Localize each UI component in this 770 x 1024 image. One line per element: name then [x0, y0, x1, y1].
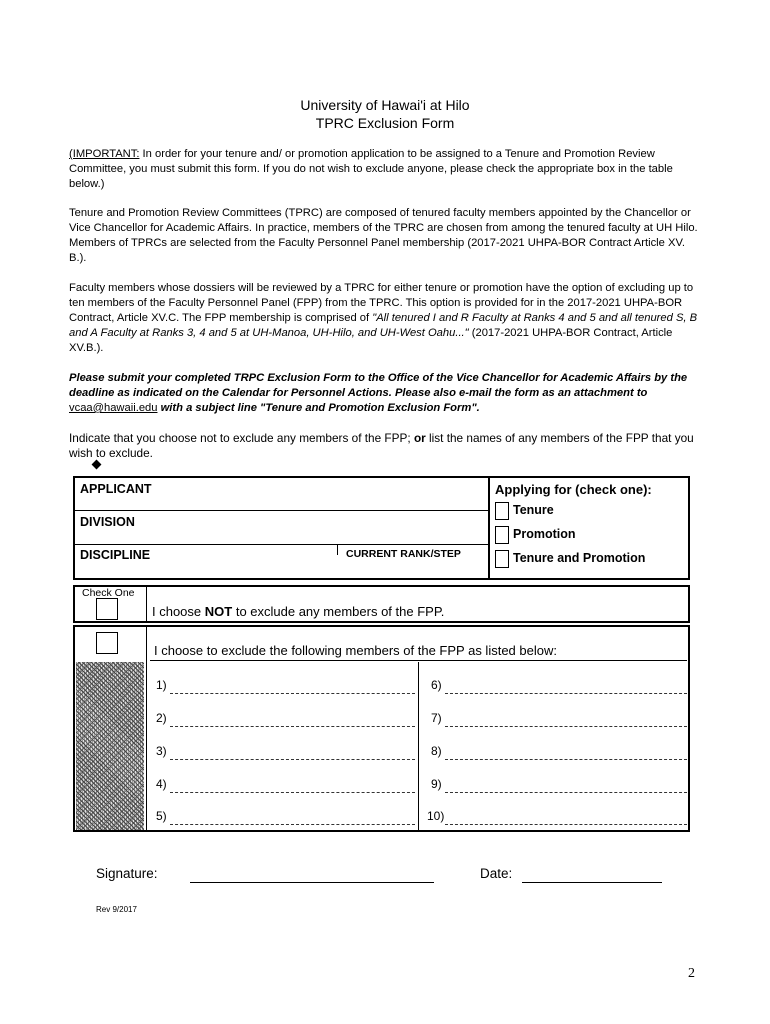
exclusion-number: 5)	[156, 809, 167, 823]
exclusion-entry-field[interactable]	[170, 824, 415, 825]
exclusion-number: 8)	[431, 744, 442, 758]
email-link[interactable]: vcaa@hawaii.edu	[69, 402, 158, 414]
indicate-text-a: Indicate that you choose not to exclude any members of the FPP;	[69, 431, 414, 445]
exclusion-number: 7)	[431, 711, 442, 725]
exclusion-entry-field[interactable]	[170, 726, 415, 727]
exclusion-number: 4)	[156, 777, 167, 791]
revision-label: Rev 9/2017	[96, 905, 137, 914]
exclusion-entry-field[interactable]	[170, 759, 415, 760]
no-exclusion-text	[152, 604, 444, 619]
indicate-instructions	[69, 431, 699, 461]
no-exclusion-text-a: I choose	[152, 604, 205, 619]
diamond-marker-icon	[92, 460, 102, 470]
exclusion-text: I choose to exclude the following members of the FPP as listed below:	[154, 643, 557, 658]
submit-text-a: Please submit your completed TRPC Exclusion Form to the Office of the Vice Chancellor for Academic Affairs by the deadline as indicated on the Calendar for Personnel Actions. Please also e-mail the form as an attachment to	[69, 372, 688, 399]
exclusion-entry-field[interactable]	[445, 759, 687, 760]
rank-label: CURRENT RANK/STEP	[346, 548, 461, 560]
no-exclusion-checkbox[interactable]	[96, 598, 118, 620]
exclusion-number: 2)	[156, 711, 167, 725]
submit-text-b: with a subject line "Tenure and Promotion Exclusion Form".	[157, 402, 480, 414]
applicant-table-divider	[488, 476, 490, 580]
exclusion-list-divider	[146, 625, 147, 832]
exclusion-number: 10)	[427, 809, 445, 823]
applying-for-label: Applying for (check one):	[495, 482, 652, 497]
exclusion-number: 1)	[156, 678, 167, 692]
exclusion-number: 3)	[156, 744, 167, 758]
university-name: University of Hawai'i at Hilo	[300, 97, 470, 113]
page-number: 2	[688, 966, 695, 981]
fpp-text-a: Faculty members whose dossiers will be reviewed by a TPRC for either tenure or promotion have the option of excluding up to ten members of the Faculty Personnel Panel (FPP) from the TPRC. This option is provided for in the 2017-2021 UHPA-BOR Contract, Article XV.C. The FPP membership is comprised of	[69, 282, 694, 324]
no-exclusion-text-b: to exclude any members of the FPP.	[232, 604, 445, 619]
important-note	[69, 147, 699, 192]
fpp-quote: "All tenured I and R Faculty at Ranks 4 and 5 and all tenured S, B and A Faculty at Ranks 3, 4 and 5 at UH-Manoa, UH-Hilo, and UH-West Oahu..."	[69, 312, 698, 339]
important-label: (IMPORTANT:	[69, 148, 140, 160]
exclusion-entry-field[interactable]	[445, 792, 687, 793]
exclusion-entry-field[interactable]	[445, 726, 687, 727]
division-label: DIVISION	[80, 515, 135, 529]
exclusion-entry-field[interactable]	[170, 792, 415, 793]
discipline-label: DISCIPLINE	[80, 548, 151, 562]
division-line	[75, 544, 488, 545]
list-column-divider	[418, 662, 419, 830]
signature-label: Signature:	[96, 866, 158, 881]
no-exclusion-divider	[146, 585, 147, 623]
exclusion-entry-field[interactable]	[445, 693, 687, 694]
tenure-and-promotion-option-label: Tenure and Promotion	[513, 551, 646, 565]
exclusion-checkbox[interactable]	[96, 632, 118, 654]
applicant-line	[75, 510, 488, 511]
scan-noise-texture	[76, 662, 144, 830]
exclusion-number: 9)	[431, 777, 442, 791]
signature-field[interactable]	[190, 882, 434, 883]
tprc-description: Tenure and Promotion Review Committees (TPRC) are composed of tenured faculty members appointed by the Chancellor or Vice Chancellor for Academic Affairs. In practice, members of the TPRC are chosen from among the tenured faculty at UH Hilo. Members of TPRCs are selected from the Faculty Personnel Panel membership (2017-2021 UHPA-BOR Contract Article XV. B.).	[69, 207, 698, 264]
date-label: Date:	[480, 866, 513, 881]
promotion-option-label: Promotion	[513, 527, 576, 541]
tenure-checkbox[interactable]	[495, 502, 509, 520]
exclusion-entry-field[interactable]	[445, 824, 687, 825]
fpp-text-b: (2017-2021 UHPA-BOR Contract, Article XV.B.).	[69, 327, 673, 354]
rank-divider	[337, 545, 338, 555]
date-field[interactable]	[522, 882, 662, 883]
exclusion-text-line	[150, 660, 687, 661]
exclusion-number: 6)	[431, 678, 442, 692]
tenure-option-label: Tenure	[513, 503, 554, 517]
indicate-text-b: list the names of any members of the FPP that you wish to exclude.	[69, 431, 694, 460]
tenure-and-promotion-checkbox[interactable]	[495, 550, 509, 568]
fpp-description	[69, 281, 699, 356]
form-title: TPRC Exclusion Form	[315, 115, 455, 131]
applicant-label: APPLICANT	[80, 482, 152, 496]
promotion-checkbox[interactable]	[495, 526, 509, 544]
submission-instructions	[69, 371, 699, 416]
indicate-or: or	[413, 431, 426, 445]
exclusion-entry-field[interactable]	[170, 693, 415, 694]
not-emphasis: NOT	[204, 604, 233, 619]
important-text: In order for your tenure and/ or promotion application to be assigned to a Tenure and Promotion Review Committee, you must submit this form. If you do not wish to exclude anyone, please check the appropriate box in the table below.)	[69, 148, 673, 190]
check-one-label: Check One	[82, 587, 135, 599]
